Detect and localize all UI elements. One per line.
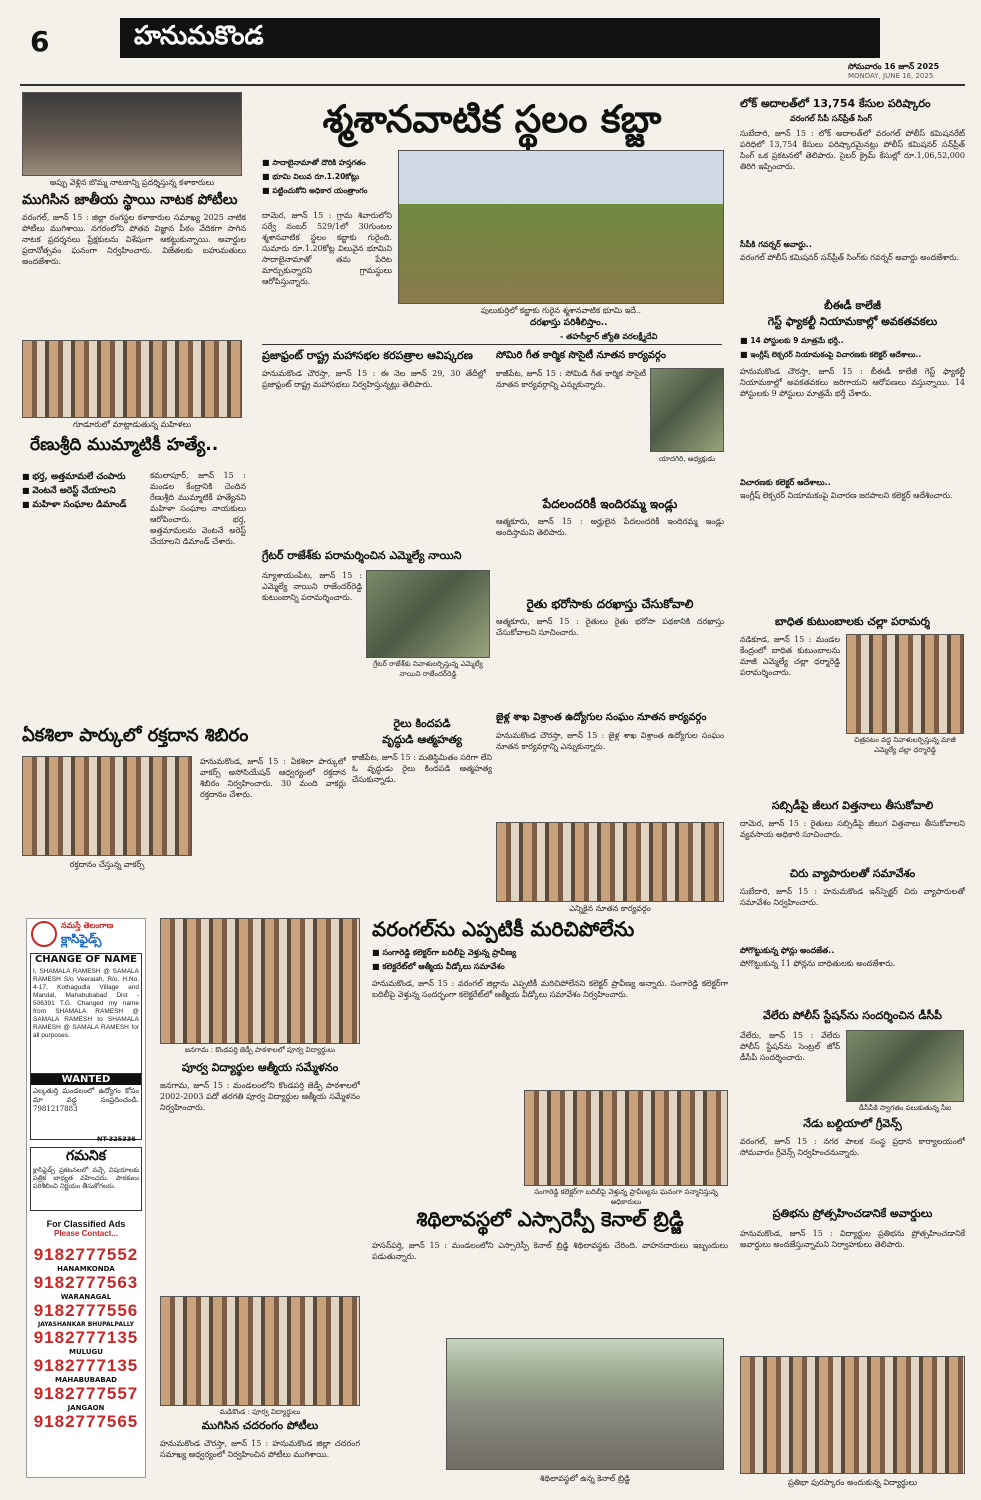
ekashila-body: హనుమకొండ, జూన్ 15 : ఏకశిలా పార్కులో వాకర్స్ అసోసియేషన్ ఆధ్వర్యంలో రక్తదాన శిబిరం నిర్వహించారు. 30 మంది వాకర్లు రక్తదానం చేశారు. bbox=[200, 757, 346, 799]
ekashila-photo-caption: రక్తదానం చేస్తున్న వాకర్స్ bbox=[69, 860, 145, 869]
lok-adalat-body2: వరంగల్ పోలీస్ కమిషనర్ సన్‌ప్రీత్ సింగ్‌కు గవర్నర్ అవార్డు అందజేశారు. bbox=[740, 253, 960, 262]
masthead-rule bbox=[20, 84, 965, 86]
natak-photo bbox=[22, 92, 242, 176]
dcp-body: వేలేరు, జూన్ 15 : వేలేరు పోలీస్ స్టేషన్‌ను సెంట్రల్ జోన్ డీసీపీ సందర్శించారు. bbox=[740, 1031, 840, 1062]
raithu-body: ఆత్మకూరు, జూన్ 15 : రైతులు రైతు భరోసా పథకానికి దరఖాస్తు చేసుకోవాలని సూచించారు. bbox=[496, 617, 724, 637]
classifieds-brand: నమస్తే తెలంగాణ bbox=[61, 921, 114, 930]
bedi-bullets bbox=[740, 334, 965, 362]
indiramma-body: ఆత్మకూరు, జూన్ 15 : అర్హులైన పేదలందరికీ ఇందిరమ్మ ఇండ్లు అందిస్తామని తెలిపారు. bbox=[496, 517, 724, 537]
jaila-body: హనుమకొండ చౌరస్తా, జూన్ 15 : జైళ్ల శాఖ విశ్రాంత ఉద్యోగుల సంఘం నూతన కార్యవర్గాన్ని ఎన్నుకున్నారు. bbox=[496, 731, 724, 751]
pratibha-photo bbox=[740, 1356, 965, 1474]
wanted-title: WANTED bbox=[31, 1074, 141, 1085]
classifieds-logo bbox=[31, 921, 57, 947]
pratibha-headline: ప్రతిభను ప్రోత్సహించడానికే అవార్డులు bbox=[772, 1207, 933, 1220]
phone-number[interactable]: 9182777135 bbox=[33, 1328, 139, 1347]
lok-adalat-sub2: సీపీకి గవర్నర్ అవార్డు.. bbox=[740, 240, 812, 249]
kilari-headline: గ్రేటర్ రాజేశ్‌కు పరామర్శించిన ఎమ్మెల్యే నాయిని bbox=[262, 549, 462, 562]
badhita-photo-caption: చిత్రపటం వద్ద నివాళులర్పిస్తున్న మాజీ ఎమ్మెల్యే చల్లా ధర్మారెడ్డి bbox=[854, 736, 956, 754]
phone-place: WARANAGAL bbox=[60, 1293, 112, 1301]
warangal-body: హనుమకొండ, జూన్ 15 : వరంగల్ జిల్లాను ఎప్పటికీ మరిచిపోలేనని కలెక్టర్ ప్రావీణ్య అన్నారు. సంగారెడ్డి కలెక్టర్‌గా బదిలీపై వెళ్తున్న సందర్భంగా కలెక్టరేట్‌లో ఆత్మీయ వీడ్కోలు సమావేశం నిర్వహించారు. bbox=[372, 979, 728, 999]
bedi-headline: బీఈడీ కాలేజీ bbox=[824, 299, 881, 312]
warangal-photo bbox=[524, 1090, 728, 1186]
phone-number[interactable]: 9182777552 bbox=[33, 1245, 139, 1264]
contact-sub: Please Contact... bbox=[53, 1229, 119, 1239]
phone-entry bbox=[30, 1328, 142, 1356]
nt-code: NT-325336 bbox=[97, 1135, 136, 1143]
dcp-photo-caption: డీసీపీకి స్వాగతం పలుకుతున్న సీఐ bbox=[858, 1104, 952, 1112]
natak-body: వరంగల్, జూన్ 15 : జిల్లా రంగస్థల కళాకారుల సమాఖ్య 2025 నాటిక పోటీలు ముగిశాయి. నగరంలోని పోతన విజ్ఞాన పీఠం వేదికగా సాగిన నాటక ప్రదర్శనలు ప్రేక్షకులను విశేషంగా ఆకట్టుకున్నాయి. అవార్డుల ప్రదానోత్సవం ఘనంగా నిర్వహించారు. విజేతలకు బహుమతులు అందజేశారు. bbox=[22, 213, 246, 266]
warangal-bullet: ■ సంగారెడ్డి కలెక్టర్‌గా బదిలీపై వెళ్తున్న ప్రావీణ్య bbox=[372, 946, 728, 960]
warangal-bullets bbox=[372, 946, 728, 974]
lok-adalat-subhead: వరంగల్ సీపీ సన్‌ప్రీత్ సింగ్ bbox=[790, 114, 872, 123]
section-banner bbox=[120, 18, 880, 58]
renuka-headline: రేణుశ్రీది ముమ్మాటికీ హత్యే.. bbox=[30, 435, 219, 455]
phone-entry bbox=[30, 1245, 142, 1273]
chiru-headline: చిరు వ్యాపారులతో సమావేశం bbox=[789, 867, 916, 880]
kilari-body: న్యూశాయంపేట, జూన్ 15 : ఎమ్మెల్యే నాయిని రాజేందర్‌రెడ్డి కుటుంబాన్ని పరామర్శించారు. bbox=[262, 571, 362, 602]
phone-list bbox=[30, 1245, 142, 1432]
bedi-headline2: గెస్ట్ ఫ్యాకల్టీ నియామకాల్లో అవకతవకలు bbox=[767, 315, 938, 328]
phone-entry bbox=[30, 1384, 142, 1412]
phone-place: JANGAON bbox=[67, 1404, 105, 1412]
chadarangam-body: హనుమకొండ చౌరస్తా, జూన్ 15 : హనుమకొండ జిల్లా చదరంగ సమాఖ్య ఆధ్వర్యంలో నిర్వహించిన పోటీలు ముగిశాయి. bbox=[160, 1439, 360, 1459]
chiru-body: సుబేదారి, జూన్ 15 : హనుమకొండ ఇన్‌స్పెక్టర్ చిరు వ్యాపారులతో సమావేశం నిర్వహించారు. bbox=[740, 887, 965, 907]
bedi-body2: ఇంగ్లీష్ లెక్చరర్ నియామకంపై విచారణ జరపాలని కలెక్టర్ ఆదేశించారు. bbox=[740, 491, 953, 500]
chiru-body2: పోగొట్టుకున్న 11 ఫోన్లను బాధితులకు అందజేశారు. bbox=[740, 959, 896, 968]
jaila-photo bbox=[496, 822, 724, 902]
date-english: MONDAY, JUNE 16, 2025 bbox=[848, 72, 934, 80]
dcp-photo bbox=[846, 1030, 964, 1102]
phone-entry bbox=[30, 1412, 142, 1432]
lok-adalat-headline: లోక్ అదాలత్‌లో 13,754 కేసుల పరిష్కారం bbox=[740, 97, 931, 110]
pratibha-photo-caption: ప్రతిభా పురస్కారం అందుకున్న విద్యార్థులు bbox=[788, 1478, 917, 1487]
dcp-headline: వేలేరు పోలీస్ స్టేషన్‌ను సందర్శించిన డీసీపీ bbox=[763, 1009, 942, 1022]
warangal-headline: వరంగల్‌ను ఎప్పటికీ మరిచిపోలేను bbox=[372, 917, 635, 941]
bedi-body: హనుమకొండ చౌరస్తా, జూన్ 15 : బీఈడీ కాలేజీ గెస్ట్ ఫ్యాకల్టీ నియామకాల్లో అవకతవకలు జరిగాయని ఆరోపణలు వస్తున్నాయి. 14 పోస్టులకు 9 పోస్టులు మాత్రమే భర్తీ చేశారు. bbox=[740, 367, 965, 398]
phone-place: MULUGU bbox=[69, 1348, 103, 1356]
sowmith-headline: సోమిరి గీత కార్మిక సొసైటీ నూతన కార్యవర్గం bbox=[496, 350, 666, 361]
contact bbox=[30, 1219, 142, 1239]
smashana-bullet: ■ సాదాబైనామాతో దొరికి హస్తగతం bbox=[262, 156, 392, 170]
bedi-sub: విచారణకు కలెక్టర్ ఆదేశాలు.. bbox=[740, 478, 831, 487]
renuka-body: కమలాపూర్, జూన్ 15 : మండల కేంద్రానికి చెందిన రేణుశ్రీది ముమ్మాటికీ హత్యేనని మహిళా సంఘాల నాయకులు ఆరోపించారు. భర్త, అత్తమామలను వెంటనే అరెస్ట్ చేయాలని డిమాండ్ చేశారు. bbox=[150, 471, 246, 546]
classifieds-box bbox=[26, 918, 146, 1478]
jeetagu-body: దామెర, జూన్ 15 : రైతులు సబ్సిడీపై జీలుగ విత్తనాలు తీసుకోవాలని వ్యవసాయ అధికారి సూచించారు. bbox=[740, 819, 965, 839]
canal-body: హసన్‌పర్తి, జూన్ 15 : మండలంలోని ఎస్సారెస్పీ కెనాల్ బ్రిడ్జి శిథిలావస్థకు చేరింది. వాహనదారులు ఇబ్బందులు పడుతున్నారు. bbox=[372, 1241, 728, 1261]
change-body: I, SHAMALA RAMESH @ SAMALA RAMESH S/o Veeraiah, R/o. H.No. 4-17, Kothagudla Village and Mandal, Mahabubabad Dist - 506391 T.G. Changed my name from SHAMALA RAMESH @ SAMALA RAMESH to SHAMALA RAMESH @ SAMALA RAMESH for all purposes. bbox=[33, 967, 139, 1039]
phone-place: MAHABUBABAD bbox=[55, 1376, 117, 1384]
phone-number[interactable]: 9182777556 bbox=[33, 1301, 139, 1320]
phone-number[interactable]: 9182777557 bbox=[33, 1384, 139, 1403]
phone-place: JAYASHANKAR BHUPALPALLY bbox=[37, 1321, 135, 1328]
kilari-photo bbox=[366, 570, 490, 658]
badhita-photo bbox=[846, 634, 964, 734]
jaila-headline: జైళ్ల శాఖ విశ్రాంత ఉద్యోగుల సంఘం నూతన కార్యవర్గం bbox=[496, 712, 707, 723]
praja-body: హనుమకొండ చౌరస్తా, జూన్ 15 : ఈ నెల జూన్ 29, 30 తేదీల్లో ప్రజాఫ్రంట్ రాష్ట్ర మహాసభలు నిర్వహిస్తున్నట్లు తెలిపారు. bbox=[262, 369, 486, 389]
canal-headline: శిథిలావస్థలో ఎస్సారెస్పీ కెనాల్ బ్రిడ్జి bbox=[416, 1207, 684, 1231]
change-of-name bbox=[30, 953, 142, 1079]
smashana-headline: శ్మశానవాటిక స్థలం కబ్జా bbox=[322, 97, 662, 141]
renuka-photo bbox=[22, 340, 242, 418]
railu-headline: రైలు కిందపడి bbox=[393, 717, 451, 730]
railu-body: కాజీపేట, జూన్ 15 : మతిస్థిమితం సరిగా లేని ఓ వృద్ధుడు రైలు కిందపడి ఆత్మహత్య చేసుకున్నాడు. bbox=[352, 753, 492, 784]
sowmith-photo-caption: యాదగిరి, అధ్యక్షుడు bbox=[658, 455, 716, 463]
grievance-body: వరంగల్, జూన్ 15 : నగర పాలక సంస్థ ప్రధాన కార్యాలయంలో సోమవారం గ్రీవెన్స్ నిర్వహించనున్నారు. bbox=[740, 1137, 965, 1157]
smashana-bullets bbox=[262, 156, 392, 198]
raithu-headline: రైతు భరోసాకు దరఖాస్తు చేసుకోవాలి bbox=[526, 597, 694, 611]
purva-photo2 bbox=[160, 1296, 360, 1406]
phone-number[interactable]: 9182777135 bbox=[33, 1356, 139, 1375]
railu-headline2: వృద్ధుడి ఆత్మహత్య bbox=[382, 733, 462, 746]
lok-adalat-body: సుబేదారి, జూన్ 15 : లోక్ అదాలత్‌లో వరంగల్ పోలీస్ కమిషనరేట్ పరిధిలో 13,754 కేసులు పరిష్కారమైనట్లు పోలీస్ కమిషనర్ సన్‌ప్రీత్ సింగ్ ఒక ప్రకటనలో తెలిపారు. సైబర్ క్రైమ్ కేసుల్లో రూ.1,06,52,000 తిరిగి ఇప్పించారు. bbox=[740, 129, 965, 171]
sowmith-body: కాజీపేట, జూన్ 15 : సోమిడి గీత కార్మిక సొసైటీ నూతన కార్యవర్గాన్ని ఎన్నుకున్నారు. bbox=[496, 369, 646, 389]
chiru-sub: పోగొట్టుకున్న ఫోన్లు అందజేత.. bbox=[740, 946, 835, 955]
purva-photo bbox=[160, 918, 360, 1044]
notice-title: గమనిక bbox=[65, 1148, 107, 1164]
grievance-headline: నేడు బల్దియాలో గ్రీవెన్స్ bbox=[803, 1117, 902, 1130]
canal-photo bbox=[446, 1338, 724, 1470]
wanted-body: ఎల్కతుర్తి మండలంలో ఉద్యోగం కోసం మా వద్ద సంప్రదించండి. 7981217883 bbox=[33, 1087, 139, 1113]
warangal-bullet: ■ కలెక్టరేట్‌లో ఆత్మీయ వీడ్కోలు సమావేశం bbox=[372, 960, 728, 974]
warangal-photo-caption: సంగారెడ్డి కలెక్టర్‌గా బదిలీపై వెళ్తున్న ప్రావీణ్యను ఘనంగా సన్మానిస్తున్న అధికారులు bbox=[534, 1188, 718, 1206]
smashana-photo-caption: పులుకుర్తిలో కబ్జాకు గురైన శ్మశానవాటిక భూమి ఇదే.. bbox=[480, 306, 642, 315]
smashana-quote-author: - తహసీల్దార్ జ్యోతి వరలక్ష్మీదేవి bbox=[560, 332, 658, 341]
praja-headline: ప్రజాఫ్రంట్ రాష్ట్ర మహాసభల కరపత్రాల ఆవిష్కరణ bbox=[262, 349, 473, 362]
bedi-bullet: ■ ఇంగ్లీష్ లెక్చరర్ నియామకంపై విచారణకు కలెక్టర్ ఆదేశాలు.. bbox=[740, 348, 965, 362]
renuka-photo-caption: గూడూరులో మాట్లాడుతున్న మహిళలు bbox=[73, 420, 191, 429]
sowmith-photo bbox=[650, 368, 724, 452]
notice-body: క్లాసిఫైడ్స్ ప్రకటనలలో వచ్చే విషయాలకు పత్రిక బాధ్యత వహించదు. పాఠకులు పరిశీలించి నిర్ణయం తీసుకోగలరు. bbox=[33, 1166, 139, 1191]
renuka-bullet: ■ వెంటనే అరెస్ట్ చేయాలని bbox=[22, 484, 147, 498]
indiramma-headline: పేదలందరికీ ఇందిరమ్మ ఇండ్లు bbox=[542, 497, 678, 511]
notice bbox=[30, 1147, 142, 1211]
page-number: 6 bbox=[30, 25, 50, 58]
renuka-bullets bbox=[22, 470, 147, 512]
date-telugu: సోమవారం 16 జూన్ 2025 bbox=[848, 62, 940, 71]
smashana-quote-label: దరఖాస్తు పరిశీలిస్తాం.. bbox=[530, 318, 608, 328]
masthead bbox=[20, 14, 965, 80]
kilari-photo-caption: గ్రేటర్ రాజేశ్‌కు నివాళులర్పిస్తున్న ఎమ్మెల్యే నాయిని రాజేందర్‌రెడ్డి bbox=[373, 660, 483, 678]
phone-number[interactable]: 9182777563 bbox=[33, 1273, 139, 1292]
smashana-body: దామెర, జూన్ 15 : గ్రామ శివారులోని సర్వే నంబర్ 529/1లో 30గుంటల శ్మశానవాటిక స్థలం కబ్జాకు గురైంది. సుమారు రూ.1.20కోట్ల విలువైన భూమిని సాదాబైనామాతో తమ పేరిట మార్చుకున్నారని గ్రామస్థులు ఆరోపిస్తున్నారు. bbox=[262, 211, 392, 286]
phone-entry bbox=[30, 1356, 142, 1384]
purva-headline: పూర్వ విద్యార్థుల ఆత్మీయ సమ్మేళనం bbox=[181, 1061, 339, 1074]
ekashila-headline: ఏకశిలా పార్కులో రక్తదాన శిబిరం bbox=[22, 725, 249, 746]
phone-entry bbox=[30, 1273, 142, 1301]
renuka-bullet: ■ మహిళా సంఘాల డిమాండ్ bbox=[22, 498, 147, 512]
divider bbox=[262, 344, 722, 345]
classifieds-brand2: క్లాసిఫైడ్స్ bbox=[61, 932, 102, 946]
change-title: CHANGE OF NAME bbox=[34, 954, 138, 965]
phone-number[interactable]: 9182777565 bbox=[33, 1412, 139, 1431]
phone-entry bbox=[30, 1301, 142, 1328]
ekashila-photo bbox=[22, 756, 192, 856]
phone-place: HANAMKONDA bbox=[57, 1265, 115, 1273]
canal-photo-caption: శిథిలావస్థలో ఉన్న కెనాల్ బ్రిడ్జి bbox=[540, 1474, 630, 1483]
natak-photo-caption: అప్పు వెళ్లిన బొమ్మ నాటకాన్ని ప్రదర్శిస్తున్న కళాకారులు bbox=[49, 178, 215, 187]
jeetagu-headline: సబ్సిడీపై జీలుగ విత్తనాలు తీసుకోవాలి bbox=[771, 799, 934, 812]
jaila-photo-caption: ఎన్నికైన నూతన కార్యవర్గం bbox=[569, 904, 651, 913]
wanted bbox=[30, 1073, 142, 1140]
purva-photo-caption: జనగామ : కొండపర్తి జెడ్పీ పాఠశాలలో పూర్వ విద్యార్థులు bbox=[184, 1046, 336, 1054]
purva-body: జనగామ, జూన్ 15 : మండలంలోని కొండపర్తి జెడ్పీ పాఠశాలలో 2002-2003 పదో తరగతి పూర్వ విద్యార్థుల ఆత్మీయ సమ్మేళనం నిర్వహించారు. bbox=[160, 1081, 360, 1112]
badhita-body: నడికూడ, జూన్ 15 : మండల కేంద్రంలో బాధిత కుటుంబాలను మాజీ ఎమ్మెల్యే చల్లా ధర్మారెడ్డి పరామర్శించారు. bbox=[740, 635, 840, 677]
pratibha-body: హనుమకొండ, జూన్ 15 : విద్యార్థుల ప్రతిభను ప్రోత్సహించడానికే అవార్డులు అందజేస్తున్నామని నిర్వాహకులు తెలిపారు. bbox=[740, 1229, 965, 1249]
natak-headline: ముగిసిన జాతీయ స్థాయి నాటక పోటీలు bbox=[22, 192, 238, 208]
section-title: హనుమకొండ bbox=[134, 21, 264, 51]
chadarangam-headline: ముగిసిన చదరంగం పోటీలు bbox=[201, 1419, 319, 1432]
contact-title: For Classified Ads bbox=[46, 1219, 126, 1229]
renuka-bullet: ■ భర్త, అత్తమామలే చంపారు bbox=[22, 470, 147, 484]
smashana-bullet: ■ భూమి విలువ రూ.1.20కోట్లు bbox=[262, 170, 392, 184]
badhita-headline: బాధిత కుటుంబాలకు చల్లా పరామర్శ bbox=[775, 615, 930, 628]
bedi-bullet: ■ 14 పోస్టులకు 9 మాత్రమే భర్తీ.. bbox=[740, 334, 965, 348]
smashana-photo bbox=[398, 150, 724, 304]
smashana-bullet: ■ పట్టించుకోని అధికార యంత్రాంగం bbox=[262, 184, 392, 198]
purva-photo2-caption: మడికొండ : పూర్వ విద్యార్థులు bbox=[219, 1408, 301, 1416]
